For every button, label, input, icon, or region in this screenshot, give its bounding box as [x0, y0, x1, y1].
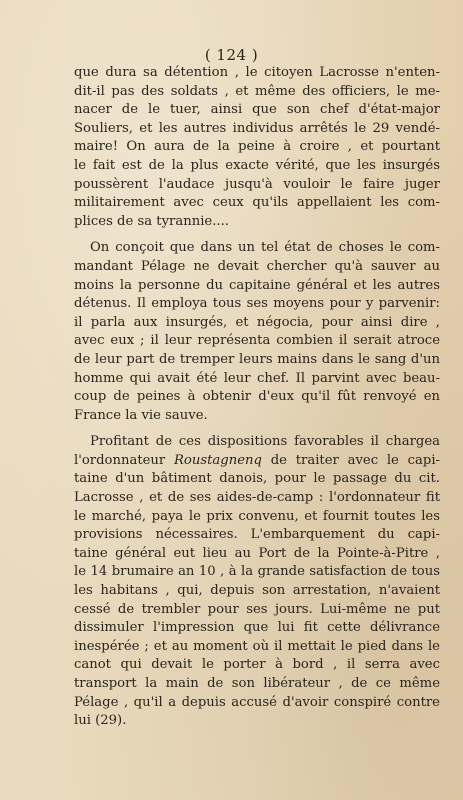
- paragraph-2: [74, 239, 440, 425]
- text-line: cessé de trembler pour ses jours. Lui-même ne put: [74, 601, 440, 617]
- text-line: inespérée ; et au moment où il mettait le pied dans le: [74, 638, 440, 654]
- text-line: Souliers, et les autres individus arrêtés le 29 vendé-: [74, 120, 440, 136]
- text-line: les habitans , qui, depuis son arrestation, n'avaient: [74, 583, 440, 599]
- text-line: homme qui avait été leur chef. Il parvint avec beau-: [74, 370, 440, 386]
- text-line: avec eux ; il leur représenta combien il serait atroce: [74, 333, 440, 349]
- text-line: transport la main de son libérateur , de ce même: [74, 676, 440, 691]
- text-line: mandant Pélage ne devait chercher qu'à sauver au: [74, 258, 440, 274]
- text-line: dissimuler l'impression que lui fit cette délivrance: [74, 620, 440, 636]
- text-line: dit-il pas des soldats , et même des officiers, le me-: [74, 83, 440, 99]
- text-line: provisions nécessaires. L'embarquement du capi-: [74, 527, 440, 543]
- paragraph-1: [74, 64, 440, 231]
- text-line: Pélage , qu'il a depuis accusé d'avoir conspiré contre: [74, 694, 440, 710]
- paragraph-3: [74, 433, 440, 731]
- text-line: Profitant de ces dispositions favorables il chargea: [90, 434, 440, 450]
- text-line: il parla aux insurgés, et négocia, pour ainsi dire ,: [74, 314, 440, 330]
- text-line: militairement avec ceux qu'ils appellaient les com-: [74, 195, 440, 211]
- text-line: France la vie sauve.: [74, 407, 208, 423]
- text-line: détenus. Il employa tous ses moyens pour y parvenir:: [74, 296, 440, 312]
- text-line: le fait est de la plus exacte vérité, que les insurgés: [74, 157, 440, 173]
- text-line: le 14 brumaire an 10 , à la grande satisfaction de tous: [74, 564, 440, 580]
- text-line: moins la personne du capitaine général et les autres: [74, 277, 440, 293]
- text-line: l'ordonnateur Roustagnenq de traiter avec le capi-: [74, 452, 440, 468]
- text-line: que dura sa détention , le citoyen Lacrosse n'enten-: [74, 65, 440, 80]
- page-body: [74, 64, 440, 731]
- text-line: taine général eut lieu au Port de la Pointe-à-Pitre ,: [74, 545, 440, 561]
- text-line: lui (29).: [74, 713, 127, 729]
- text-line: poussèrent l'audace jusqu'à vouloir le faire juger: [74, 176, 440, 192]
- text-line: canot qui devait le porter à bord , il serra avec: [74, 657, 440, 673]
- text-line: coup de peines à obtenir d'eux qu'il fût renvoyé en: [74, 389, 440, 405]
- text-line: On conçoit que dans un tel état de choses le com-: [90, 240, 440, 256]
- text-line: de leur part de tremper leurs mains dans le sang d'un: [74, 351, 440, 367]
- text-line: Lacrosse , et de ses aides-de-camp : l'ordonnateur fit: [74, 490, 440, 506]
- text-line: le marché, paya le prix convenu, et fournit toutes les: [74, 508, 440, 524]
- italic-name: Roustagnenq: [173, 452, 262, 468]
- text-line: plices de sa tyrannie....: [74, 213, 229, 229]
- text-line: maire! On aura de la peine à croire , et pourtant: [74, 139, 440, 155]
- text-line: taine d'un bâtiment danois, pour le passage du cit.: [74, 471, 440, 487]
- text-line: nacer de le tuer, ainsi que son chef d'état-major: [74, 102, 440, 118]
- page-number: ( 124 ): [204, 46, 259, 64]
